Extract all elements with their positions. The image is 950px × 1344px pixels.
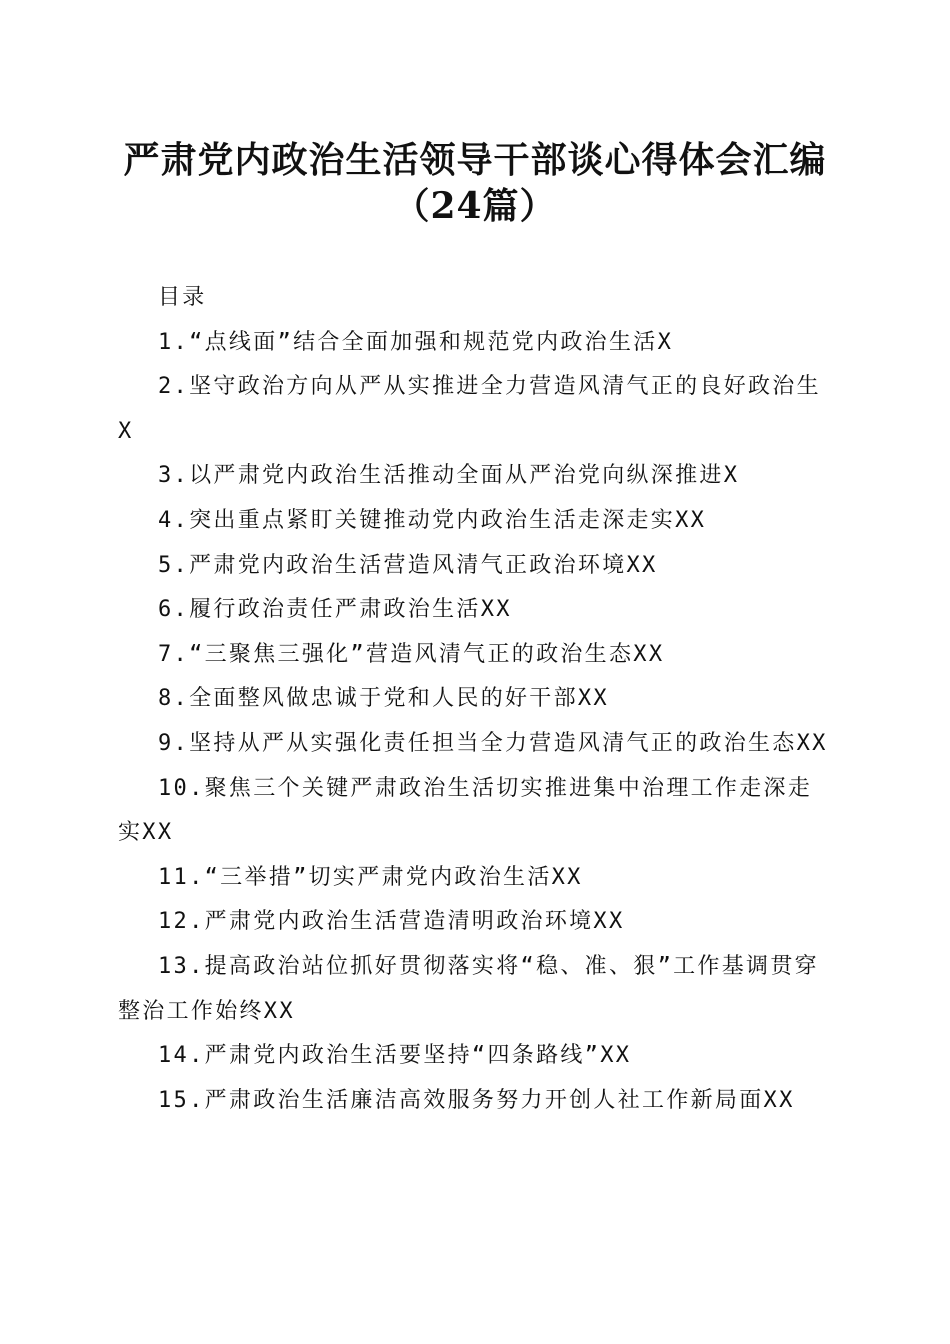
document-subtitle: （24篇） — [393, 185, 557, 227]
document-title: 严肃党内政治生活领导干部谈心得体会汇编 — [123, 139, 827, 181]
toc-item-14: 14.严肃党内政治生活要坚持“四条路线”XX — [158, 1043, 632, 1069]
toc-item-13: 13.提高政治站位抓好贯彻落实将“稳、准、狠”工作基调贯穿整治工作始终XX — [118, 953, 819, 1024]
toc-item-8: 8.全面整风做忠诚于党和人民的好干部XX — [158, 686, 609, 712]
table-of-contents — [118, 276, 830, 1123]
toc-item-2: 2.坚守政治方向从严从实推进全力营造风清气正的良好政治生X — [118, 374, 821, 444]
toc-item-6: 6.履行政治责任严肃政治生活XX — [158, 597, 512, 623]
toc-item-7: 7.“三聚焦三强化”营造风清气正的政治生态XX — [158, 641, 665, 667]
toc-item-15: 15.严肃政治生活廉洁高效服务努力开创人社工作新局面XX — [158, 1087, 795, 1113]
toc-item-4: 4.突出重点紧盯关键推动党内政治生活走深走实XX — [158, 507, 707, 533]
toc-heading: 目录 — [158, 285, 207, 310]
toc-item-12: 12.严肃党内政治生活营造清明政治环境XX — [158, 909, 625, 935]
toc-item-10: 10.聚焦三个关键严肃政治生活切实推进集中治理工作走深走实XX — [118, 775, 813, 846]
toc-item-3: 3.以严肃党内政治生活推动全面从严治党向纵深推进X — [158, 463, 740, 489]
toc-item-11: 11.“三举措”切实严肃党内政治生活XX — [158, 864, 583, 890]
toc-item-9: 9.坚持从严从实强化责任担当全力营造风清气正的政治生态XX — [158, 730, 828, 756]
toc-item-1: 1.“点线面”结合全面加强和规范党内政治生活X — [158, 329, 674, 355]
toc-item-5: 5.严肃党内政治生活营造风清气正政治环境XX — [158, 552, 658, 578]
